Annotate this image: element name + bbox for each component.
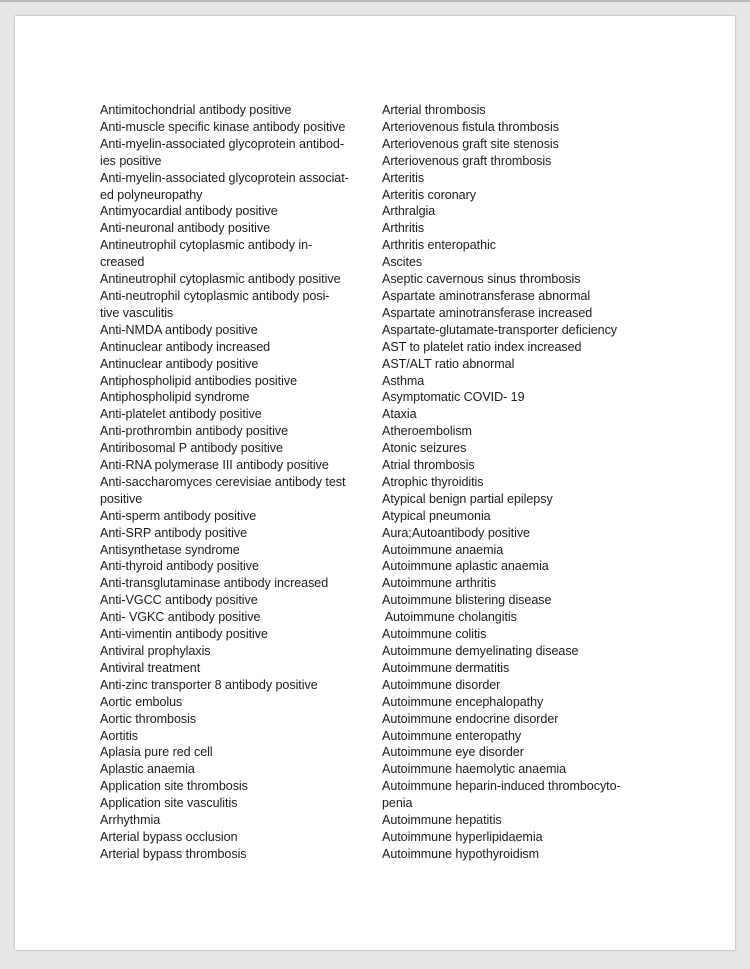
term-line: Asthma xyxy=(382,373,425,388)
term-line: Antiviral prophylaxis xyxy=(100,644,211,658)
term-line: Anti-VGCC antibody positive xyxy=(100,593,258,608)
term-line: tive vasculitis xyxy=(100,305,174,320)
term-line: Autoimmune hypothyroidism xyxy=(382,846,540,861)
term-line: Anti- VGKC antibody positive xyxy=(100,610,261,625)
term-line: Application site vasculitis xyxy=(100,796,238,811)
term-line: Arrhythmia xyxy=(100,813,161,828)
term-line: Anti-neuronal antibody positive xyxy=(100,221,271,236)
term-line: Antiphospholipid antibodies positive xyxy=(100,373,297,388)
term-line: Aspartate-glutamate-transporter deficiency xyxy=(382,322,618,337)
term-line: Autoimmune enteropathy xyxy=(382,728,522,743)
term-line: Antineutrophil cytoplasmic antibody positive xyxy=(100,272,341,287)
term-line: Aplasia pure red cell xyxy=(100,745,213,760)
term-line: Antiphospholipid syndrome xyxy=(100,390,250,405)
term-line: Aspartate aminotransferase abnormal xyxy=(382,288,591,303)
term-line: creased xyxy=(100,255,145,270)
term-line: Antisynthetase syndrome xyxy=(100,542,240,557)
term-line: Antimyocardial antibody positive xyxy=(100,204,278,219)
term-line: Asymptomatic COVID- 19 xyxy=(382,390,525,405)
term-line: Atonic seizures xyxy=(382,441,467,456)
term-line: Autoimmune heparin-induced thrombocyto- xyxy=(382,779,621,794)
term-line: Anti-saccharomyces cerevisiae antibody test xyxy=(100,474,346,489)
term-line: Autoimmune haemolytic anaemia xyxy=(382,762,567,777)
term-line: Arteritis xyxy=(382,170,425,185)
term-line: Atheroembolism xyxy=(382,424,472,439)
term-line: Atypical benign partial epilepsy xyxy=(382,491,553,506)
term-line: Autoimmune encephalopathy xyxy=(382,694,544,709)
term-line: Anti-platelet antibody positive xyxy=(100,407,262,422)
term-line: Autoimmune colitis xyxy=(382,627,487,642)
term-line: Arteriovenous graft thrombosis xyxy=(382,153,552,168)
term-line: Anti-muscle specific kinase antibody positive xyxy=(100,119,346,134)
term-line: penia xyxy=(382,796,413,811)
term-line: Anti-myelin-associated glycoprotein antibod- xyxy=(100,136,344,151)
term-line: Anti-SRP antibody positive xyxy=(100,525,248,540)
term-line: Autoimmune demyelinating disease xyxy=(382,644,579,658)
term-line: Autoimmune arthritis xyxy=(382,576,497,591)
term-line: ies positive xyxy=(100,153,162,168)
term-line: Anti-myelin-associated glycoprotein associat- xyxy=(100,170,349,185)
term-line: Autoimmune hepatitis xyxy=(382,813,502,828)
term-line: Autoimmune endocrine disorder xyxy=(382,711,559,726)
term-line: Atypical pneumonia xyxy=(382,508,491,523)
term-line: Autoimmune cholangitis xyxy=(382,610,517,625)
term-line: AST to platelet ratio index increased xyxy=(382,339,582,354)
term-line: AST/ALT ratio abnormal xyxy=(382,356,515,371)
term-line: Anti-prothrombin antibody positive xyxy=(100,424,288,439)
term-line: Autoimmune anaemia xyxy=(382,542,504,557)
term-line: Antinuclear antibody positive xyxy=(100,356,259,371)
term-line: Ataxia xyxy=(382,407,417,422)
term-line: Anti-thyroid antibody positive xyxy=(100,559,259,574)
term-line: Anti-zinc transporter 8 antibody positive xyxy=(100,677,318,692)
term-line: Antineutrophil cytoplasmic antibody in- xyxy=(100,238,313,253)
term-line: Aortic thrombosis xyxy=(100,711,197,726)
left-term-column xyxy=(100,102,372,863)
document-page xyxy=(15,16,735,950)
term-line: Aortic embolus xyxy=(100,694,183,709)
term-line: Arthritis enteropathic xyxy=(382,238,496,253)
term-line: Autoimmune dermatitis xyxy=(382,660,510,675)
term-line: Anti-RNA polymerase III antibody positive xyxy=(100,458,329,473)
term-line: Autoimmune hyperlipidaemia xyxy=(382,829,543,844)
term-line: Antiribosomal P antibody positive xyxy=(100,441,283,456)
term-line: Antinuclear antibody increased xyxy=(100,339,271,354)
term-line: Aortitis xyxy=(100,728,138,743)
term-line: Atrophic thyroiditis xyxy=(382,474,484,489)
term-line: Antimitochondrial antibody positive xyxy=(100,103,292,117)
term-line: Anti-sperm antibody positive xyxy=(100,508,257,523)
term-line: Arterial thrombosis xyxy=(382,103,486,117)
term-line: positive xyxy=(100,491,143,506)
term-line: Autoimmune aplastic anaemia xyxy=(382,559,549,574)
term-line: Arterial bypass occlusion xyxy=(100,829,238,844)
term-line: Aplastic anaemia xyxy=(100,762,195,777)
term-line: Application site thrombosis xyxy=(100,779,248,794)
term-line: Aura;Autoantibody positive xyxy=(382,525,530,540)
term-line: Anti-neutrophil cytoplasmic antibody posi- xyxy=(100,288,330,303)
term-line: Anti-NMDA antibody positive xyxy=(100,322,258,337)
window-top-edge xyxy=(0,0,750,2)
term-line: Arteriovenous fistula thrombosis xyxy=(382,119,559,134)
term-line: Atrial thrombosis xyxy=(382,458,475,473)
term-line: Arthritis xyxy=(382,221,425,236)
term-line: Autoimmune eye disorder xyxy=(382,745,524,760)
term-line: Arthralgia xyxy=(382,204,436,219)
term-line: Autoimmune blistering disease xyxy=(382,593,552,608)
term-line: Anti-transglutaminase antibody increased xyxy=(100,576,329,591)
right-term-column xyxy=(382,102,682,863)
term-line: Anti-vimentin antibody positive xyxy=(100,627,268,642)
term-line: Arteriovenous graft site stenosis xyxy=(382,136,559,151)
term-line: ed polyneuropathy xyxy=(100,187,203,202)
term-line: Arterial bypass thrombosis xyxy=(100,846,247,861)
term-line: Aspartate aminotransferase increased xyxy=(382,305,593,320)
term-line: Aseptic cavernous sinus thrombosis xyxy=(382,272,581,287)
term-line: Arteritis coronary xyxy=(382,187,476,202)
term-line: Ascites xyxy=(382,255,423,270)
term-line: Autoimmune disorder xyxy=(382,677,501,692)
term-line: Antiviral treatment xyxy=(100,660,201,675)
